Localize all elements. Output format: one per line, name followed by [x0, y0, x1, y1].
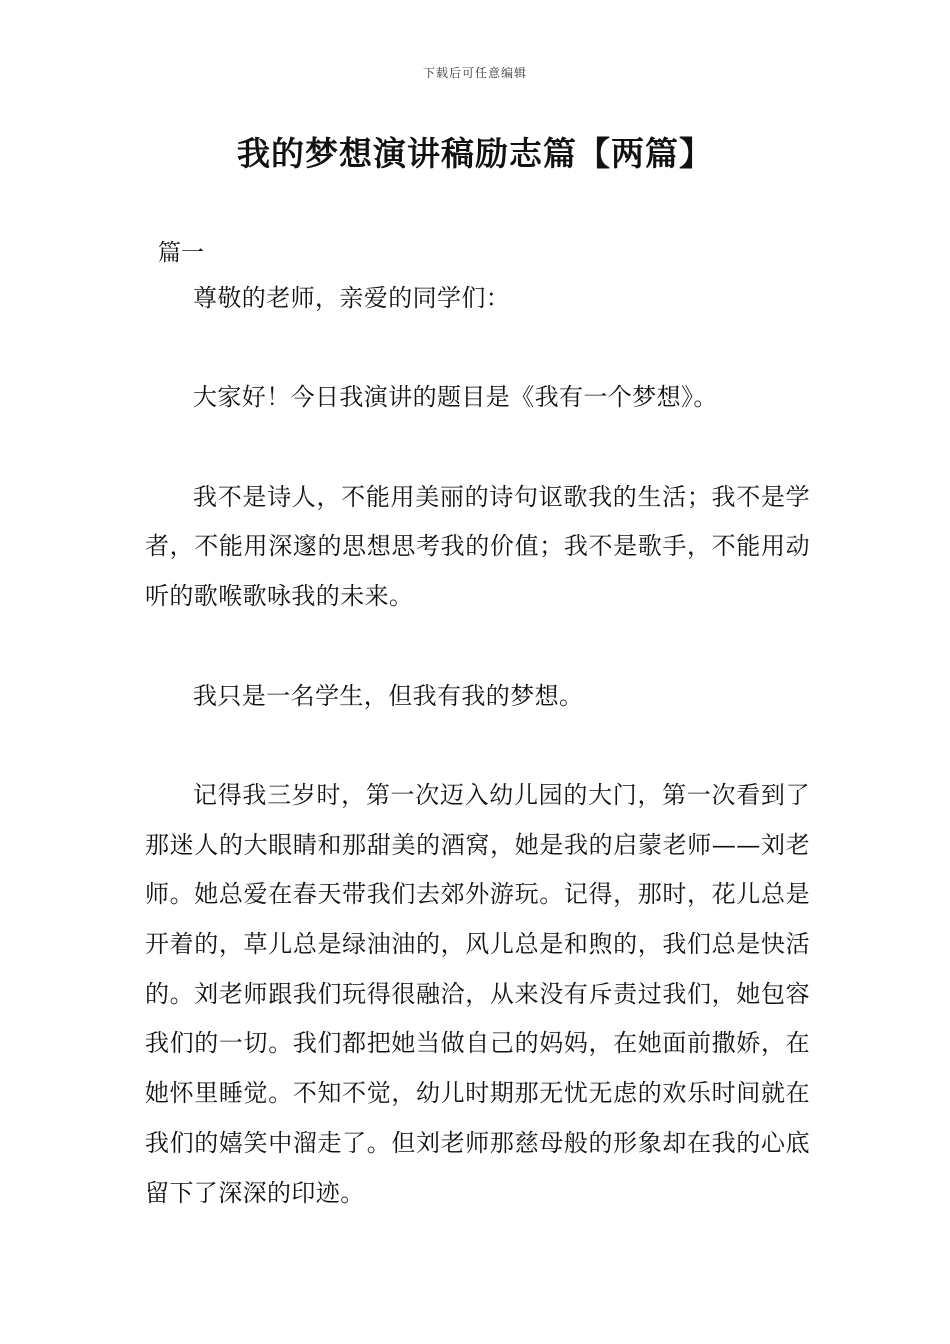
- document-title: 我的梦想演讲稿励志篇【两篇】: [237, 134, 713, 173]
- paragraph-statement: 我只是一名学生，但我有我的梦想。: [193, 681, 584, 710]
- section-label: 篇一: [158, 240, 204, 266]
- header-note: 下载后可任意编辑: [422, 66, 527, 80]
- paragraph-greeting: 大家好！今日我演讲的题目是《我有一个梦想》。: [193, 383, 718, 412]
- document-body: [145, 274, 810, 1218]
- paragraph-memory: 记得我三岁时，第一次迈入幼儿园的大门，第一次看到了那迷人的大眼睛和那甜美的酒窝，她是我的启蒙老师——刘老师。她总爱在春天带我们去郊外游玩。记得，那时，花儿总是开着的，草儿总是绿油油的，风儿总是和煦的，我们总是快活的。刘老师跟我们玩得很融洽，从来没有斥责过我们，她包容我们的一切。我们都把她当做自己的妈妈，在她面前撒娇，在她怀里睡觉。不知不觉，幼儿时期那无忧无虑的欢乐时间就在我们的嬉笑中溜走了。但刘老师那慈母般的形象却在我的心底留下了深深的印迹。: [145, 780, 810, 1207]
- paragraph-intro: 我不是诗人，不能用美丽的诗句讴歌我的生活；我不是学者，不能用深邃的思想思考我的价值；我不是歌手，不能用动听的歌喉歌咏我的未来。: [145, 482, 810, 611]
- paragraph-salutation: 尊敬的老师，亲爱的同学们：: [193, 284, 511, 312]
